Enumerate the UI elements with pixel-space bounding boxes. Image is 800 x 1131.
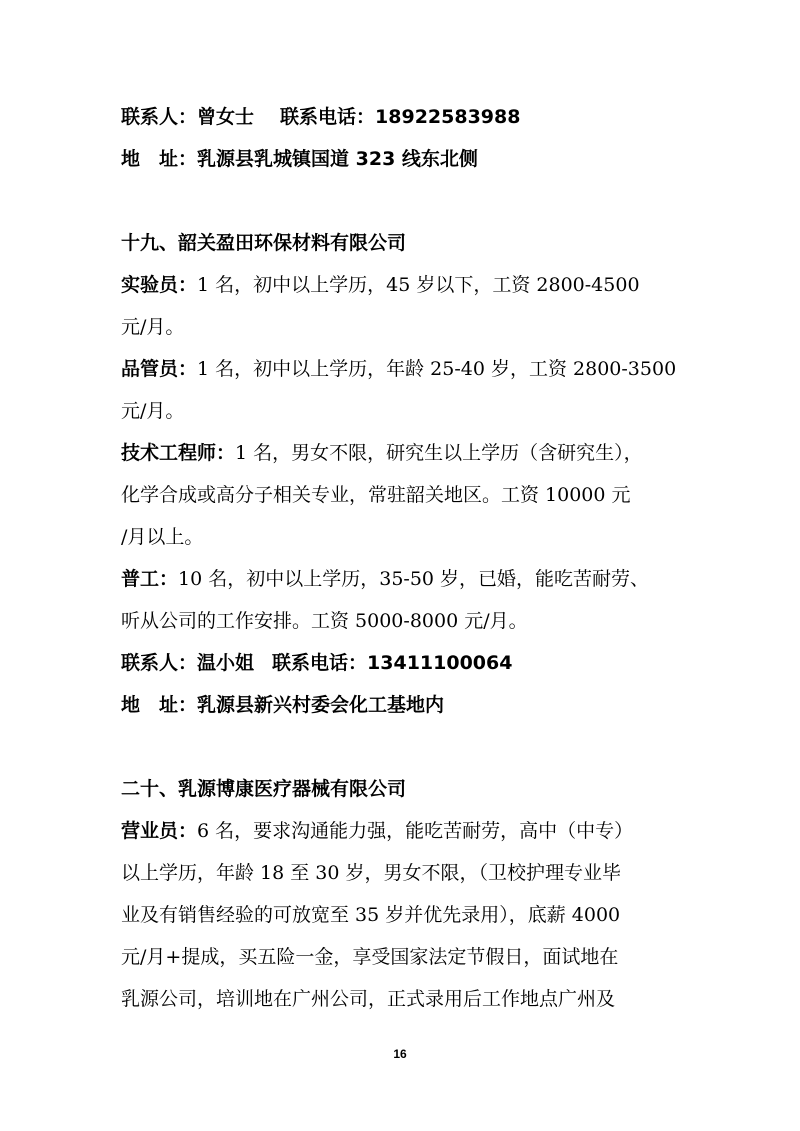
job-text: 元/月+提成，买五险一金，享受国家法定节假日，面试地在 bbox=[121, 946, 619, 968]
address-label: 地 址： bbox=[121, 148, 198, 170]
job-text: 10 名，初中以上学历，35-50 岁，已婚，能吃苦耐劳、 bbox=[178, 568, 650, 590]
job-text: 化学合成或高分子相关专业，常驻韶关地区。工资 10000 元 bbox=[121, 484, 631, 506]
contact-label: 联系人： bbox=[121, 106, 198, 128]
contact-name: 温小姐 bbox=[197, 652, 255, 674]
job-text: 元/月。 bbox=[121, 316, 185, 338]
job-label: 实验员： bbox=[121, 274, 198, 296]
company19-line-8 bbox=[121, 565, 691, 593]
job-label: 普工： bbox=[121, 568, 179, 590]
company19-line-5 bbox=[121, 439, 691, 467]
job-text: /月以上。 bbox=[121, 526, 204, 548]
company19-contact-line bbox=[121, 649, 691, 677]
company20-line-2 bbox=[121, 859, 691, 887]
company20-line-1 bbox=[121, 817, 691, 845]
contact-name: 曾女士 bbox=[197, 106, 255, 128]
job-label: 品管员： bbox=[121, 358, 198, 380]
company19-heading: 十九、韶关盈田环保材料有限公司 bbox=[121, 232, 407, 254]
company20-line-3 bbox=[121, 901, 691, 929]
job-label: 营业员： bbox=[121, 820, 198, 842]
job-text: 1 名，初中以上学历，45 岁以下，工资 2800-4500 bbox=[197, 274, 640, 296]
phone-label: 联系电话： bbox=[272, 652, 368, 674]
page-number: 16 bbox=[393, 1047, 407, 1061]
company20-heading: 二十、乳源博康医疗器械有限公司 bbox=[121, 778, 407, 800]
address-text: 乳源县新兴村委会化工基地内 bbox=[197, 694, 445, 716]
job-text: 听从公司的工作安排。工资 5000-8000 元/月。 bbox=[121, 610, 528, 632]
phone-number: 18922583988 bbox=[375, 106, 521, 128]
address-label: 地 址： bbox=[121, 694, 198, 716]
company19-line-2 bbox=[121, 313, 691, 341]
job-text: 6 名，要求沟通能力强，能吃苦耐劳，高中（中专） bbox=[197, 820, 634, 842]
company19-line-9 bbox=[121, 607, 691, 635]
company19-address-line bbox=[121, 691, 691, 719]
company19-line-4 bbox=[121, 397, 691, 425]
prev-address-line bbox=[121, 145, 691, 173]
phone-label: 联系电话： bbox=[280, 106, 376, 128]
job-text: 业及有销售经验的可放宽至 35 岁并优先录用），底薪 4000 bbox=[121, 904, 621, 926]
company19-line-6 bbox=[121, 481, 691, 509]
company19-line-1 bbox=[121, 271, 691, 299]
company19-line-3 bbox=[121, 355, 691, 383]
address-text: 乳源县乳城镇国道 323 线东北侧 bbox=[197, 148, 478, 170]
job-text: 1 名，初中以上学历，年龄 25-40 岁，工资 2800-3500 bbox=[197, 358, 677, 380]
job-text: 1 名，男女不限，研究生以上学历（含研究生）， bbox=[235, 442, 643, 464]
phone-number: 13411100064 bbox=[367, 652, 513, 674]
job-text: 乳源公司，培训地在广州公司，正式录用后工作地点广州及 bbox=[121, 988, 616, 1010]
job-label: 技术工程师： bbox=[121, 442, 236, 464]
prev-contact-line bbox=[121, 103, 691, 131]
company19-line-7 bbox=[121, 523, 691, 551]
job-text: 元/月。 bbox=[121, 400, 185, 422]
contact-label: 联系人： bbox=[121, 652, 198, 674]
job-text: 以上学历，年龄 18 至 30 岁，男女不限，（卫校护理专业毕 bbox=[121, 862, 622, 884]
company20-line-4 bbox=[121, 943, 691, 971]
company20-line-5 bbox=[121, 985, 691, 1013]
